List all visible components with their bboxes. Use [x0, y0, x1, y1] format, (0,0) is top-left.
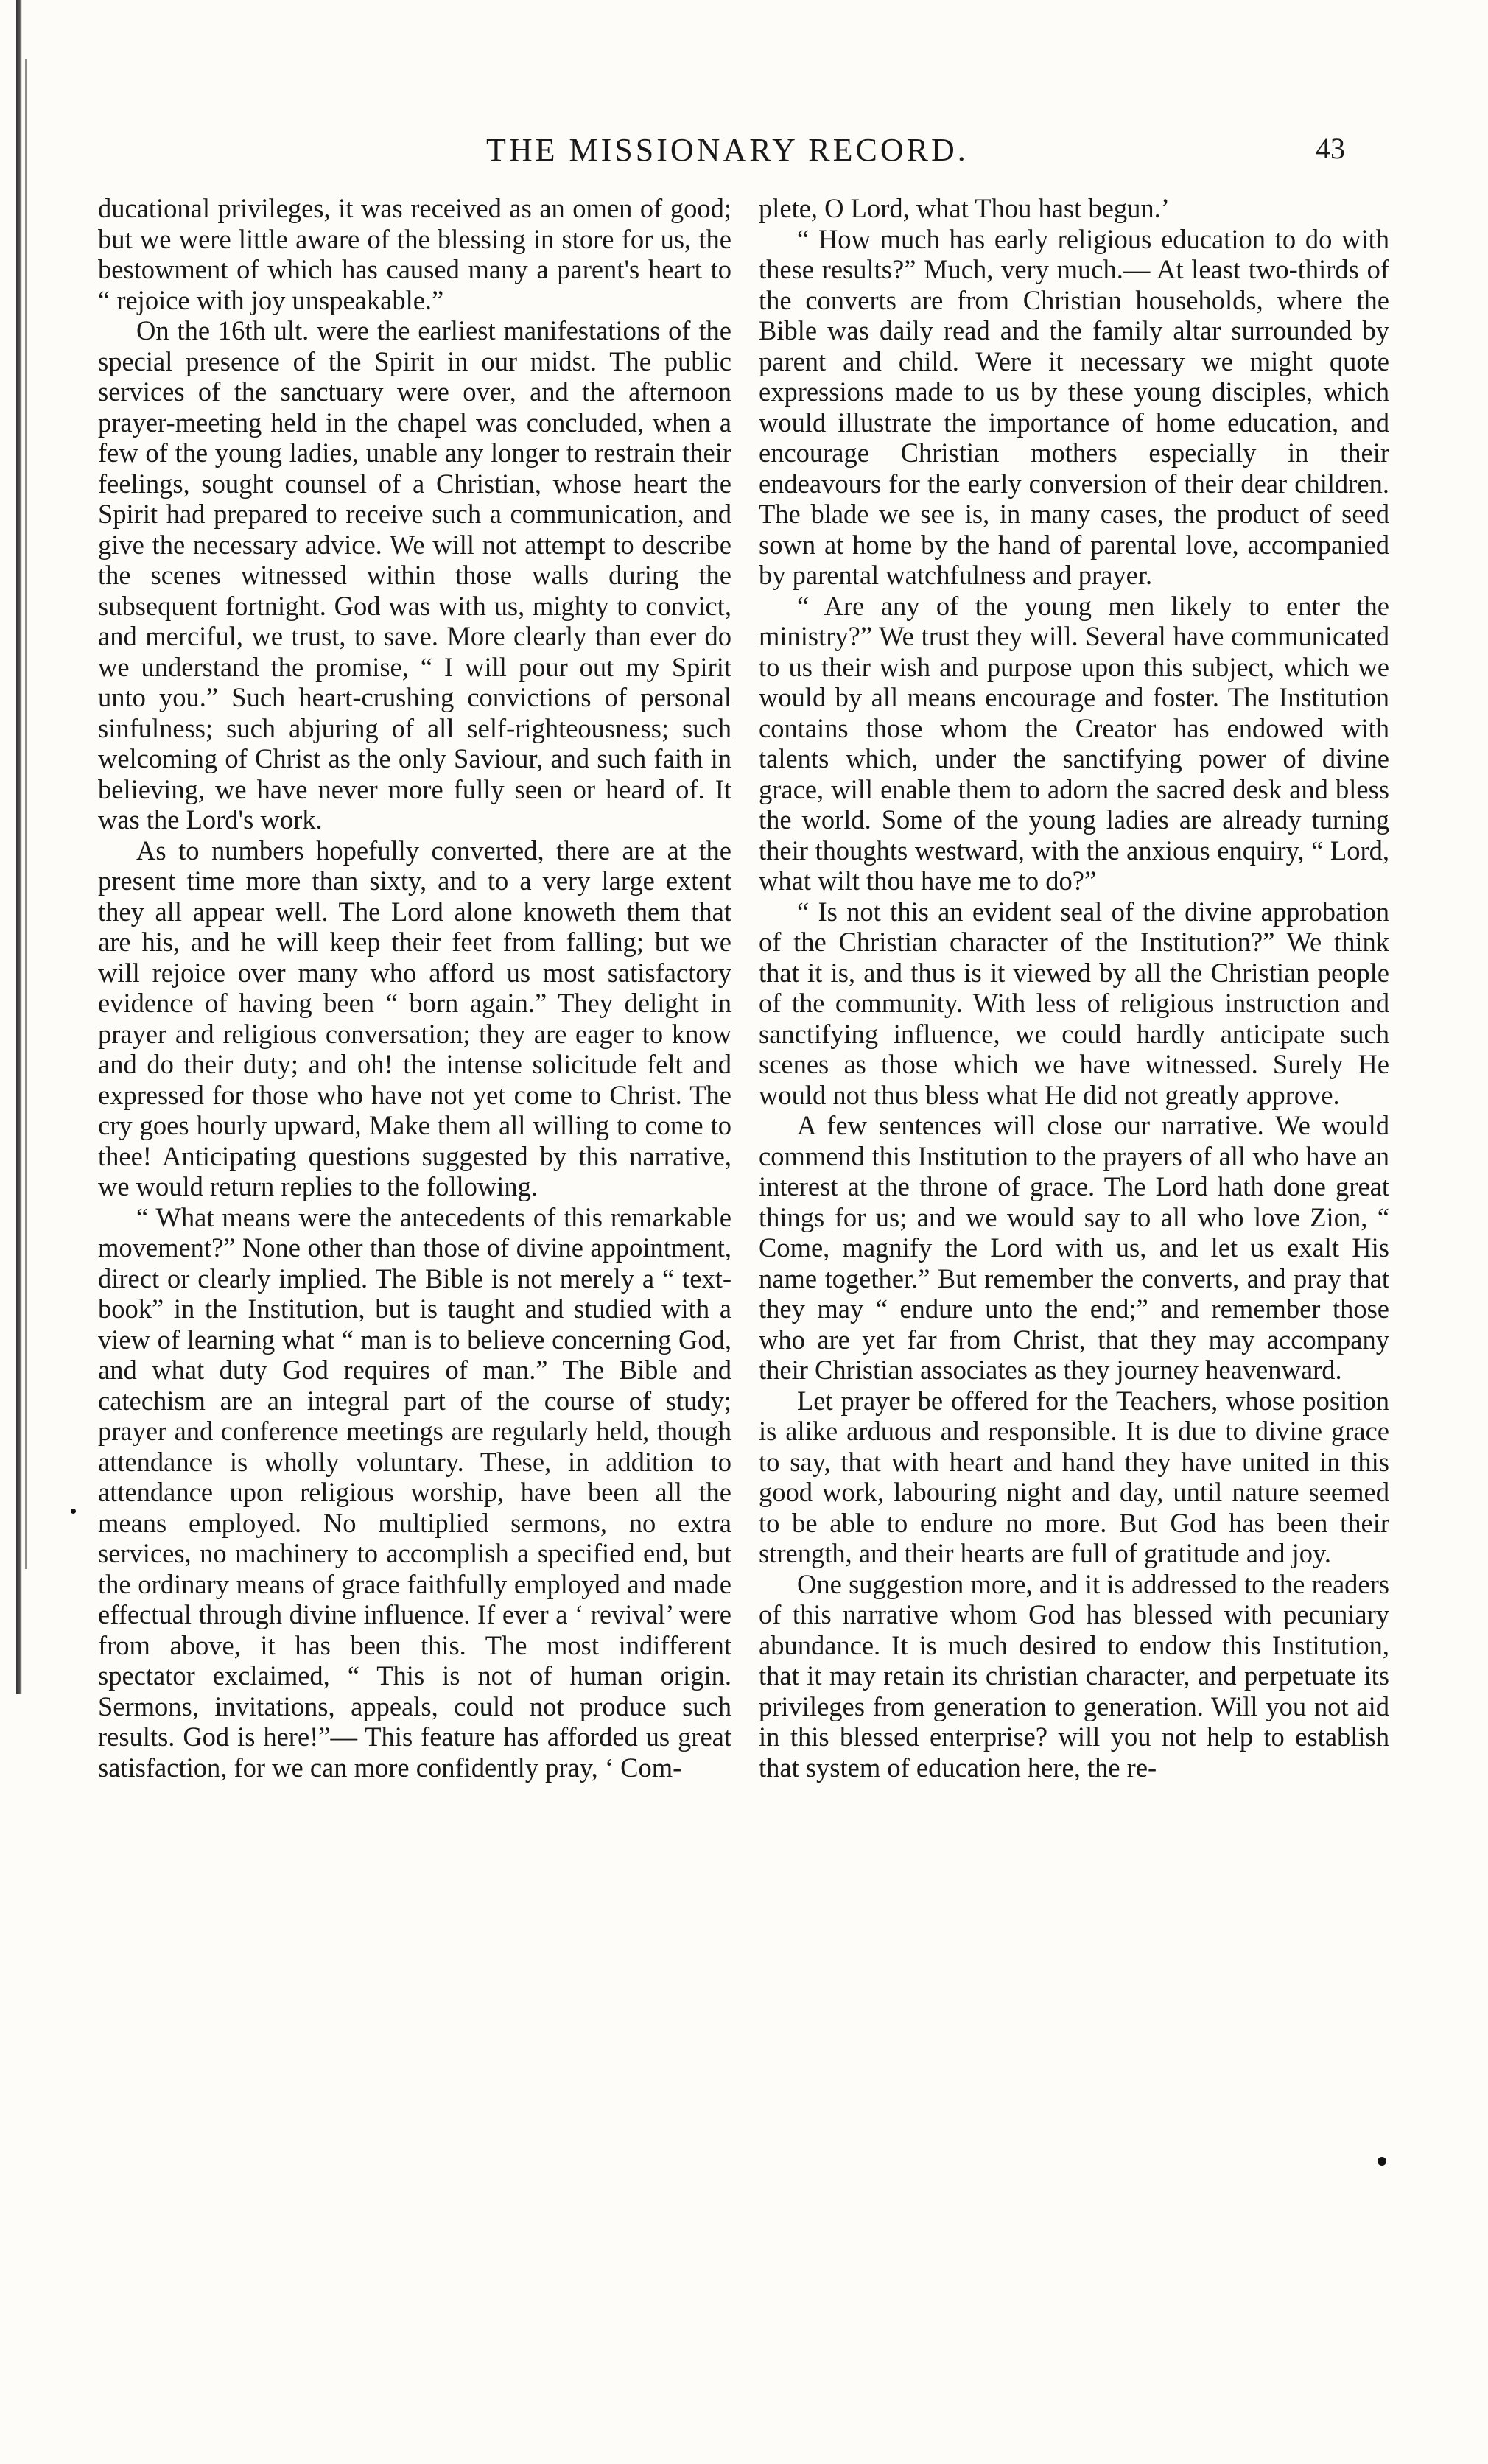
paragraph: “ Is not this an evident seal of the divine approbation of the Christian character of the Institution?” We think that it is, and thus is it viewed by all the Christian people of the community. With less of religious instruction and sanctifying influence, we could hardly anticipate such scenes as those which we have witnessed. Surely He would not thus bless what He did not greatly approve. — [759, 896, 1389, 1110]
paragraph: “ How much has early religious education to do with these results?” Much, very much.— At least two-thirds of the converts are from Christian households, where the Bible was daily read and the family altar surrounded by parent and child. Were it necessary we might quote expressions made to us by these young disciples, which would illustrate the importance of home education, and encourage Christian mothers especially in their endeavours for the early conversion of their dear children. The blade we see is, in many cases, the product of seed sown at home by the hand of parental love, accompanied by parental watchfulness and prayer. — [759, 223, 1389, 590]
paragraph: Let prayer be offered for the Teachers, whose position is alike arduous and responsible. It is due to divine grace to say, that with heart and hand they have united in this good work, labouring night and day, until nature seemed to be able to endure no more. But God has been their strength, and their hearts are full of gratitude and joy. — [759, 1385, 1389, 1568]
ink-speck — [1378, 2157, 1386, 2166]
paragraph: “ What means were the antecedents of this remarkable movement?” None other than those of divine appointment, direct or clearly implied. The Bible is not merely a “ text-book” in the Institution, but is taught and studied with a view of learning what “ man is to believe concerning God, and what duty God requires of man.” The Bible and catechism are an integral part of the course of study; prayer and conference meetings are regularly held, though attendance is wholly voluntary. These, in addition to attendance upon religious worship, have been all the means employed. No multiplied sermons, no extra services, no machinery to accomplish a specified end, but the ordinary means of grace faithfully employed and made effectual through divine influence. If ever a ‘ revival’ were from above, it has been this. The most indifferent spectator exclaimed, “ This is not of human origin. Sermons, invitations, appeals, could not produce such results. God is here!”— This feature has afforded us great satisfaction, for we can more confidently pray, ‘ Com- — [98, 1201, 731, 1783]
right-column — [759, 193, 1389, 1783]
paragraph: On the 16th ult. were the earliest manifestations of the special presence of the Spirit in our midst. The public services of the sanctuary were over, and the afternoon prayer-meeting held in the chapel was concluded, when a few of the young ladies, unable any longer to restrain their feelings, sought counsel of a Christian, whose heart the Spirit had prepared to receive such a communication, and give the necessary advice. We will not attempt to describe the scenes witnessed within those walls during the subsequent fortnight. God was with us, mighty to convict, and merciful, we trust, to save. More clearly than ever do we understand the promise, “ I will pour out my Spirit unto you.” Such heart-crushing convictions of personal sinfulness; such abjuring of all self-righteousness; such welcoming of Christ as the only Saviour, and such faith in believing, we have never more fully seen or heard of. It was the Lord's work. — [98, 315, 731, 835]
running-title: THE MISSIONARY RECORD. — [486, 132, 969, 168]
paragraph: “ Are any of the young men likely to enter the ministry?” We trust they will. Several have communicated to us their wish and purpose upon this subject, which we would by all means encourage and foster. The Institution contains those whom the Creator has endowed with talents which, under the sanctifying power of divine grace, will enable them to adorn the sacred desk and bless the world. Some of the young ladies are already turning their thoughts westward, with the anxious enquiry, “ Lord, what wilt thou have me to do?” — [759, 590, 1389, 896]
paragraph: As to numbers hopefully converted, there are at the present time more than sixty, and to a very large extent they all appear well. The Lord alone knoweth them that are his, and he will keep their feet from falling; but we will rejoice over many who afford us most satisfactory evidence of having been “ born again.” They delight in prayer and religious conversation; they are eager to know and do their duty; and oh! the intense solicitude felt and expressed for those who have not yet come to Christ. The cry goes hourly upward, Make them all willing to come to thee! Anticipating questions suggested by this narrative, we would return replies to the following. — [98, 835, 731, 1201]
ink-speck — [71, 1509, 76, 1514]
binding-edge-shadow — [16, 0, 22, 1694]
page-number: 43 — [1316, 132, 1345, 165]
left-column — [98, 193, 731, 1783]
paragraph: plete, O Lord, what Thou hast begun.’ — [759, 193, 1170, 223]
paragraph: One suggestion more, and it is addressed to the readers of this narrative whom God has blessed with pecuniary abundance. It is much desired to endow this Institution, that it may retain its christian character, and perpetuate its privileges from generation to generation. Will you not aid in this blessed enterprise? will you not help to establish that system of education here, the re- — [759, 1568, 1389, 1783]
paragraph: ducational privileges, it was received as an omen of good; but we were little aware of the blessing in store for us, the bestowment of which has caused many a parent's heart to “ rejoice with joy unspeakable.” — [98, 193, 731, 315]
paragraph: A few sentences will close our narrative. We would commend this Institution to the prayers of all who have an interest at the throne of grace. The Lord hath done great things for us; and we would say to all who love Zion, “ Come, magnify the Lord with us, and let us exalt His name together.” But remember the converts, and pray that they may “ endure unto the end;” and remember those who are yet far from Christ, that they may accompany their Christian associates as they journey heavenward. — [759, 1110, 1389, 1385]
binding-edge-line — [25, 59, 27, 1569]
page-header — [0, 131, 1488, 175]
